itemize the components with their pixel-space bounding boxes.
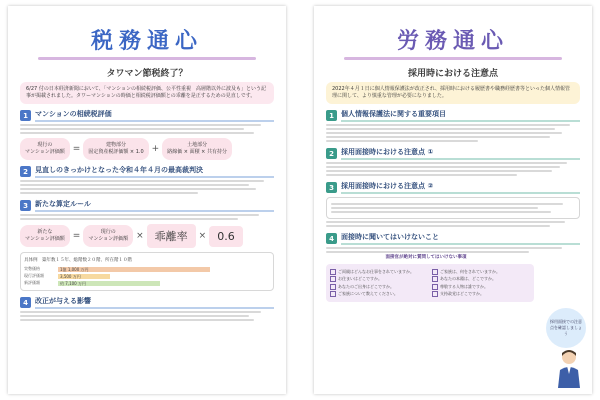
- section-title: 個人情報保護法に関する重要項目: [341, 109, 580, 122]
- section-title: 新たな算定ルール: [35, 199, 274, 212]
- example-row: [24, 280, 270, 286]
- checkbox-icon: [432, 269, 438, 275]
- info-box: [326, 197, 580, 219]
- checklist-item: あなたのご出身はどこですか。: [330, 284, 428, 290]
- body-text-placeholder: [326, 162, 580, 176]
- checklist-item: 尊敬する人物は誰ですか。: [432, 284, 530, 290]
- checklist-item: ご家族は、何をされていますか。: [432, 269, 530, 275]
- body-text-placeholder: [326, 221, 580, 227]
- section-number: 2: [326, 148, 337, 159]
- example-row: [24, 266, 270, 272]
- checkbox-icon: [432, 284, 438, 290]
- page-title: 税務通心: [90, 28, 203, 54]
- document-page-labor: [314, 6, 592, 394]
- section-number: 4: [326, 233, 337, 244]
- times-sign: ×: [136, 231, 144, 241]
- checklist-item: ご家族について教えてください。: [330, 291, 428, 297]
- section-number: 1: [20, 110, 31, 121]
- section-title: 改正が与える影響: [35, 296, 274, 309]
- subheading: タワマン節税終了？: [106, 69, 188, 79]
- equals-sign: =: [72, 144, 81, 154]
- section-number: 2: [20, 166, 31, 177]
- page-title: 労務通心: [396, 28, 509, 54]
- intro-text: 2022年４月１日に個人情報保護法が改正され、採用時における履歴書や職務経歴書等といった個人情報管理に関して、より慎重な管理が必要になりました。: [326, 82, 580, 104]
- row-label: 新評価額: [24, 280, 40, 285]
- document-page-tax: [8, 6, 286, 394]
- checkbox-icon: [330, 269, 336, 275]
- formula-term: 現行の マンション評価額: [83, 225, 133, 247]
- checklist-title: 面接官が絶対に質問してはいけない事項: [385, 255, 467, 260]
- formula-current: [20, 138, 274, 160]
- formula-term: 建物部分 固定資産税評価額 × 1.0: [83, 138, 148, 160]
- section-heading-4: [20, 296, 274, 309]
- formula-term: 土地部分 路線価 × 面積 × 共有持分: [162, 138, 232, 160]
- row-label: 現行評価額: [24, 273, 44, 278]
- section-heading-2: [326, 147, 580, 160]
- checkbox-icon: [432, 276, 438, 282]
- checkbox-icon: [432, 291, 438, 297]
- times-sign: ×: [198, 231, 207, 241]
- formula-rate: 乖離率: [147, 224, 196, 248]
- body-text-placeholder: [20, 180, 274, 194]
- checkbox-icon: [330, 291, 336, 297]
- checklist-item: 支持政党はどこですか。: [432, 291, 530, 297]
- body-text-placeholder: [326, 247, 580, 253]
- formula-term: 新たな マンション評価額: [20, 225, 70, 247]
- section-heading-1: [20, 109, 274, 122]
- section-heading-3: [326, 181, 580, 194]
- section-title: 見直しのきっかけとなった令和４年４月の最高裁判決: [35, 165, 274, 178]
- checklist-item: お住まいはどこですか。: [330, 276, 428, 282]
- title-divider: [38, 57, 256, 60]
- section-number: 1: [326, 110, 337, 121]
- body-text-placeholder: [20, 311, 274, 321]
- section-number: 3: [20, 200, 31, 211]
- person-illustration-icon: [554, 348, 584, 388]
- example-calculation: [20, 252, 274, 291]
- section-heading-2: [20, 165, 274, 178]
- row-bar: 1億 1,000 万円: [58, 267, 210, 272]
- equals-sign: =: [72, 231, 81, 241]
- example-note: 具体例 築年数１５年、総階数２０階、所在階１０階: [24, 258, 132, 263]
- checklist-item: ご両親はどんなお仕事をされていますか。: [330, 269, 428, 275]
- subheading: 採用時における注意点: [407, 69, 498, 79]
- body-text-placeholder: [20, 214, 274, 220]
- intro-text: 6/27 付の日本経済新聞において、「マンションの相続税評価、公平性重視 高層階以外に波及も」という記事が掲載されました。タワーマンションの時価と相続税評価額との乖離を是正するための見直しです。: [20, 82, 274, 104]
- checklist: [326, 264, 534, 302]
- formula-new: [20, 224, 274, 248]
- section-title: マンションの相続税評価: [35, 109, 274, 122]
- section-title: 採用面接時における注意点 ②: [341, 181, 580, 194]
- body-text-placeholder: [326, 124, 580, 142]
- checkbox-icon: [330, 276, 336, 282]
- title-divider: [344, 57, 562, 60]
- checkbox-icon: [330, 284, 336, 290]
- checklist-column-right: [432, 267, 530, 299]
- row-bar: 3,500 万円: [58, 274, 110, 279]
- speech-bubble: 採用面接での注意点を確認しましょう: [546, 308, 586, 348]
- section-heading-4: [326, 232, 580, 245]
- body-text-placeholder: [331, 203, 575, 213]
- section-number: 4: [20, 297, 31, 308]
- section-heading-3: [20, 199, 274, 212]
- body-text-placeholder: [20, 124, 274, 134]
- plus-sign: +: [151, 144, 160, 154]
- checklist-item: あなたの本籍は、どこですか。: [432, 276, 530, 282]
- formula-term: 現行の マンション評価額: [20, 138, 70, 160]
- section-heading-1: [326, 109, 580, 122]
- checklist-column-left: [330, 267, 428, 299]
- section-title: 採用面接時における注意点 ①: [341, 147, 580, 160]
- section-number: 3: [326, 182, 337, 193]
- section-title: 面接時に聞いてはいけないこと: [341, 232, 580, 245]
- formula-factor: 0.6: [209, 226, 243, 247]
- row-label: 実勢価格: [24, 266, 40, 271]
- example-row: [24, 273, 270, 279]
- row-bar: 約 7,100 万円: [58, 281, 160, 286]
